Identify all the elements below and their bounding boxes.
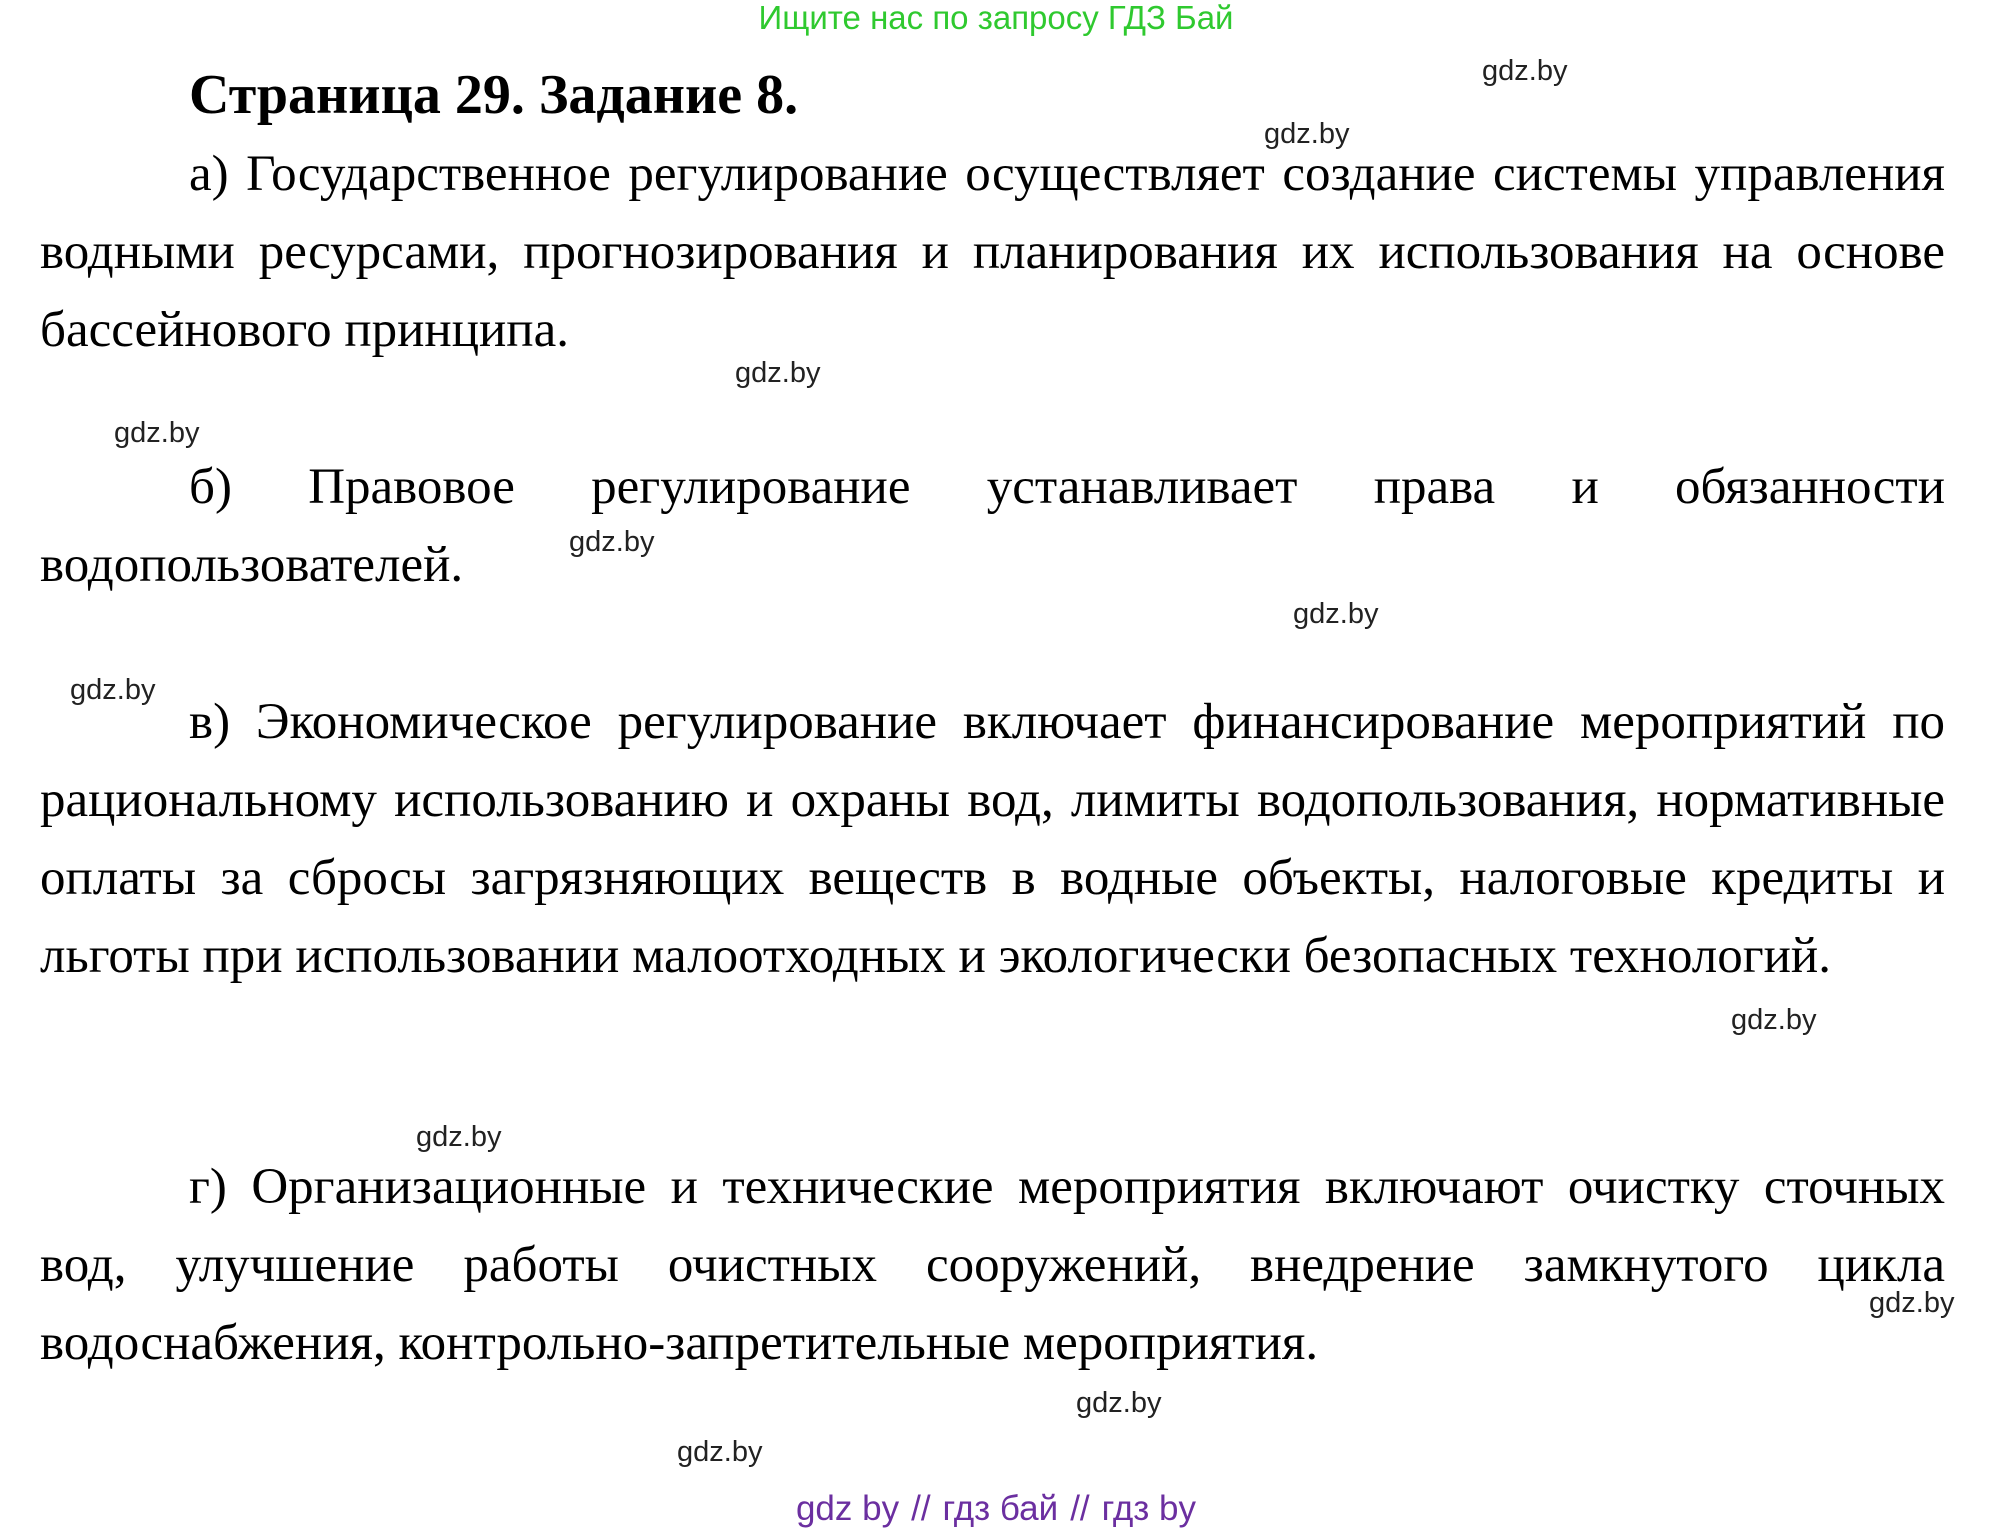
watermark: gdz.by bbox=[1076, 1387, 1162, 1419]
footer-links bbox=[0, 1490, 1992, 1528]
top-banner: Ищите нас по запросу ГДЗ Бай bbox=[758, 0, 1234, 36]
footer-separator: // bbox=[911, 1489, 931, 1528]
watermark: gdz.by bbox=[1264, 118, 1350, 150]
paragraph-c: в) Экономическое регулирование включает финансирование мероприятий по рациональному использованию и охраны вод, лимиты водопользования, нормативные оплаты за сбросы загрязняющих веществ в водные объекты, налоговые кредиты и льготы при использовании малоотходных и экологически безопасных технологий. bbox=[40, 694, 1945, 984]
paragraph-d: г) Организационные и технические мероприятия включают очистку сточных вод, улучшение работы очистных сооружений, внедрение замкнутого цикла водоснабжения, контрольно-запретительные мероприятия. bbox=[40, 1159, 1945, 1371]
watermark: gdz.by bbox=[735, 357, 821, 389]
footer-link-gdz-by[interactable]: gdz by bbox=[795, 1489, 900, 1528]
watermark: gdz.by bbox=[1482, 55, 1568, 87]
paragraph-a: а) Государственное регулирование осуществляет создание системы управления водными ресурсами, прогнозирования и планирования их использования на основе бассейнового принципа. bbox=[40, 146, 1945, 358]
footer-separator: // bbox=[1070, 1489, 1090, 1528]
footer-link-gdz-by-cyr[interactable]: гдз by bbox=[1101, 1489, 1197, 1528]
watermark: gdz.by bbox=[677, 1436, 763, 1468]
watermark: gdz.by bbox=[70, 674, 156, 706]
paragraph-b: б) Правовое регулирование устанавливает права и обязанности водопользователей. bbox=[40, 459, 1945, 593]
page-title: Страница 29. Задание 8. bbox=[189, 64, 799, 126]
watermark: gdz.by bbox=[1869, 1287, 1955, 1319]
watermark: gdz.by bbox=[416, 1121, 502, 1153]
watermark: gdz.by bbox=[569, 526, 655, 558]
watermark: gdz.by bbox=[1293, 598, 1379, 630]
watermark: gdz.by bbox=[114, 417, 200, 449]
footer-link-gdz-bai[interactable]: гдз бай bbox=[942, 1489, 1059, 1528]
watermark: gdz.by bbox=[1731, 1004, 1817, 1036]
